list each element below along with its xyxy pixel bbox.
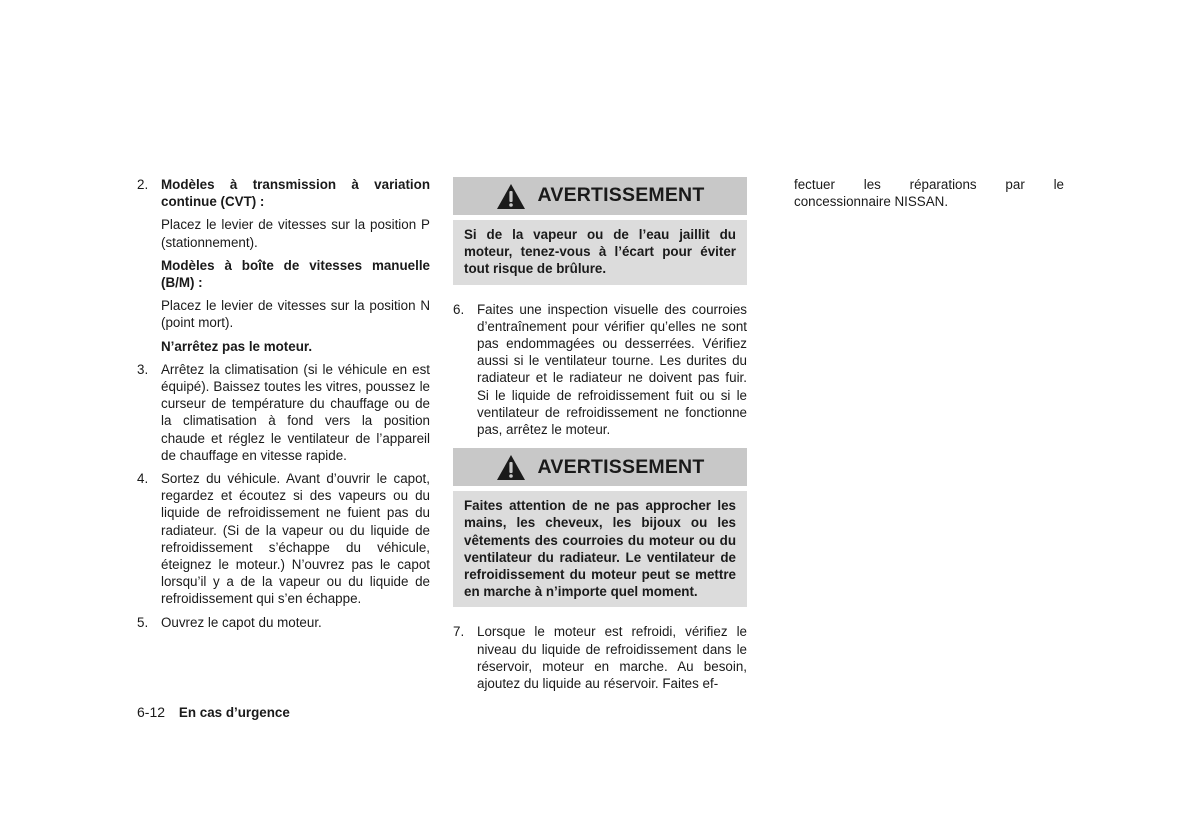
list-item-5 bbox=[137, 614, 430, 631]
list-item-2 bbox=[137, 176, 430, 210]
column-left bbox=[137, 176, 430, 637]
warning-triangle-icon bbox=[496, 183, 526, 210]
continued-text: fectuer les réparations par le concessionnaire NISSAN. bbox=[794, 177, 1064, 210]
list-item-6 bbox=[453, 301, 747, 439]
warning-text: Faites attention de ne pas approcher les mains, les cheveux, les bijoux ou les vêtements des courroies du moteur ou du ventilateur du radiateur. Le ventilateur de refroidissement du moteur peut se mettre en marche à n’importe quel moment. bbox=[453, 491, 747, 607]
warning-header bbox=[453, 448, 747, 486]
item-number: 7. bbox=[453, 624, 465, 640]
warning-header bbox=[453, 177, 747, 215]
item-number: 2. bbox=[137, 177, 149, 192]
list-item-4 bbox=[137, 470, 430, 608]
page-footer bbox=[137, 704, 290, 720]
item-text: Ouvrez le capot du moteur. bbox=[161, 614, 322, 630]
column-right bbox=[794, 176, 1064, 210]
list-item-3 bbox=[137, 361, 430, 464]
column-middle bbox=[453, 176, 747, 698]
warning-title: AVERTISSEMENT bbox=[537, 455, 705, 478]
item-text: Lorsque le moteur est refroidi, vérifiez le niveau du liquide de refroidissement dans le réservoir, moteur en marche. Au besoin, ajoutez du liquide au réservoir. Faites ef- bbox=[477, 624, 747, 692]
item-text: Faites une inspection visuelle des courroies d’entraînement pour vérifier qu’elles ne sont pas endommagées ou desserrées. Vérifiez aussi si le ventilateur tourne. Les durites du radiateur et le radiateur ne doivent pas fuir. Si le liquide de refroidissement fuit ou si le ventilateur de refroidissement ne fonctionne pas, arrêtez le moteur. bbox=[477, 301, 747, 438]
item-text: Sortez du véhicule. Avant d’ouvrir le capot, regardez et écoutez si des vapeurs ou du liquide de refroidissement ne fuient pas du radiateur. (Si de la vapeur ou du liquide de refroidissement s’échappe du véhicule, éteignez le moteur.) N’ouvrez pas le capot lorsqu’il y a de la vapeur ou du liquide de refroidissement qui s’en échappe. bbox=[161, 471, 430, 607]
section-title: En cas d’urgence bbox=[178, 705, 290, 720]
warning-title: AVERTISSEMENT bbox=[537, 184, 705, 207]
item-title: Modèles à transmission à variation continue (CVT) : bbox=[161, 177, 430, 210]
item-subtitle: Modèles à boîte de vitesses manuelle (B/M) : bbox=[161, 257, 430, 291]
item-paragraph: Placez le levier de vitesses sur la position N (point mort). bbox=[161, 298, 430, 331]
item-note: N’arrêtez pas le moteur. bbox=[161, 338, 313, 354]
item-number: 3. bbox=[137, 361, 149, 377]
list-item-7 bbox=[453, 623, 747, 692]
item-number: 5. bbox=[137, 614, 149, 630]
item-number: 6. bbox=[453, 301, 465, 317]
warning-triangle-icon bbox=[496, 454, 526, 481]
page-number: 6-12 bbox=[137, 704, 166, 720]
item-paragraph: Placez le levier de vitesses sur la position P (stationnement). bbox=[161, 217, 430, 250]
item-text: Arrêtez la climatisation (si le véhicule en est équipé). Baissez toutes les vitres, poussez le curseur de température du chauffage ou de la climatisation à fond vers la position chaude et réglez le ventilateur de l’appareil de chauffage en vitesse rapide. bbox=[161, 361, 430, 463]
item-number: 4. bbox=[137, 471, 149, 487]
warning-text: Si de la vapeur ou de l’eau jaillit du moteur, tenez-vous à l’écart pour éviter tout risque de brûlure. bbox=[453, 220, 747, 285]
